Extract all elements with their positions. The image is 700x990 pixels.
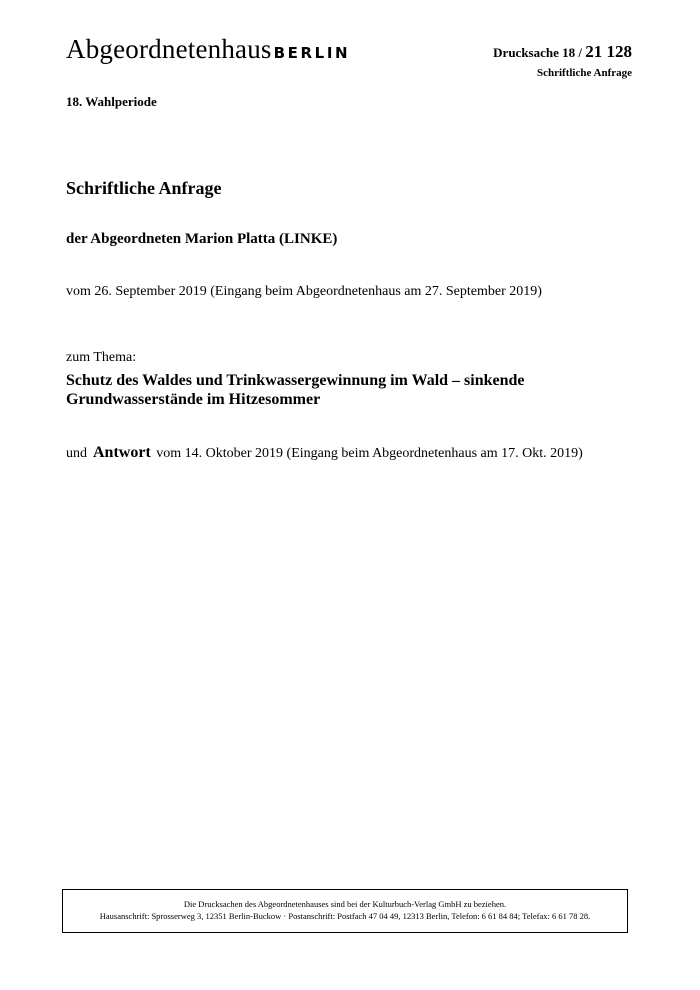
- document-number-value: 21 128: [585, 42, 632, 61]
- document-number: [493, 43, 632, 60]
- document-number-prefix: Drucksache 18 /: [493, 45, 586, 60]
- logo-wordmark: Abgeordnetenhaus: [66, 34, 272, 64]
- legislative-period: 18. Wahlperiode: [66, 94, 157, 109]
- answer-line: [66, 444, 583, 462]
- answer-prefix: und: [66, 446, 87, 461]
- topic-line-1: Schutz des Waldes und Trinkwassergewinnung im Wald – sinkende: [66, 372, 525, 389]
- footer-line-2: Hausanschrift: Sprosserweg 3, 12351 Berlin-Buckow · Postanschrift: Postfach 47 04 49, 12313 Berlin, Telefon: 6 61 84 84; Telefax: 6 61 78 28.: [99, 911, 591, 921]
- topic-line-2: Grundwasserstände im Hitzesommer: [66, 391, 321, 408]
- topic-heading: [66, 371, 626, 409]
- topic-label: zum Thema:: [66, 350, 137, 365]
- logo-city: BERLIN: [273, 44, 351, 62]
- document-title: Schriftliche Anfrage: [66, 178, 222, 198]
- submission-date: vom 26. September 2019 (Eingang beim Abgeordnetenhaus am 27. September 2019): [66, 284, 542, 299]
- document-type: Schriftliche Anfrage: [536, 67, 632, 79]
- footer-box: [62, 889, 628, 933]
- author-line: der Abgeordneten Marion Platta (LINKE): [66, 231, 338, 247]
- answer-date: vom 14. Oktober 2019 (Eingang beim Abgeordnetenhaus am 17. Okt. 2019): [156, 446, 583, 461]
- footer-line-1: Die Drucksachen des Abgeordnetenhauses sind bei der Kulturbuch-Verlag GmbH zu beziehen.: [183, 899, 507, 909]
- parliament-logo: [66, 36, 350, 63]
- answer-word: Antwort: [93, 444, 151, 461]
